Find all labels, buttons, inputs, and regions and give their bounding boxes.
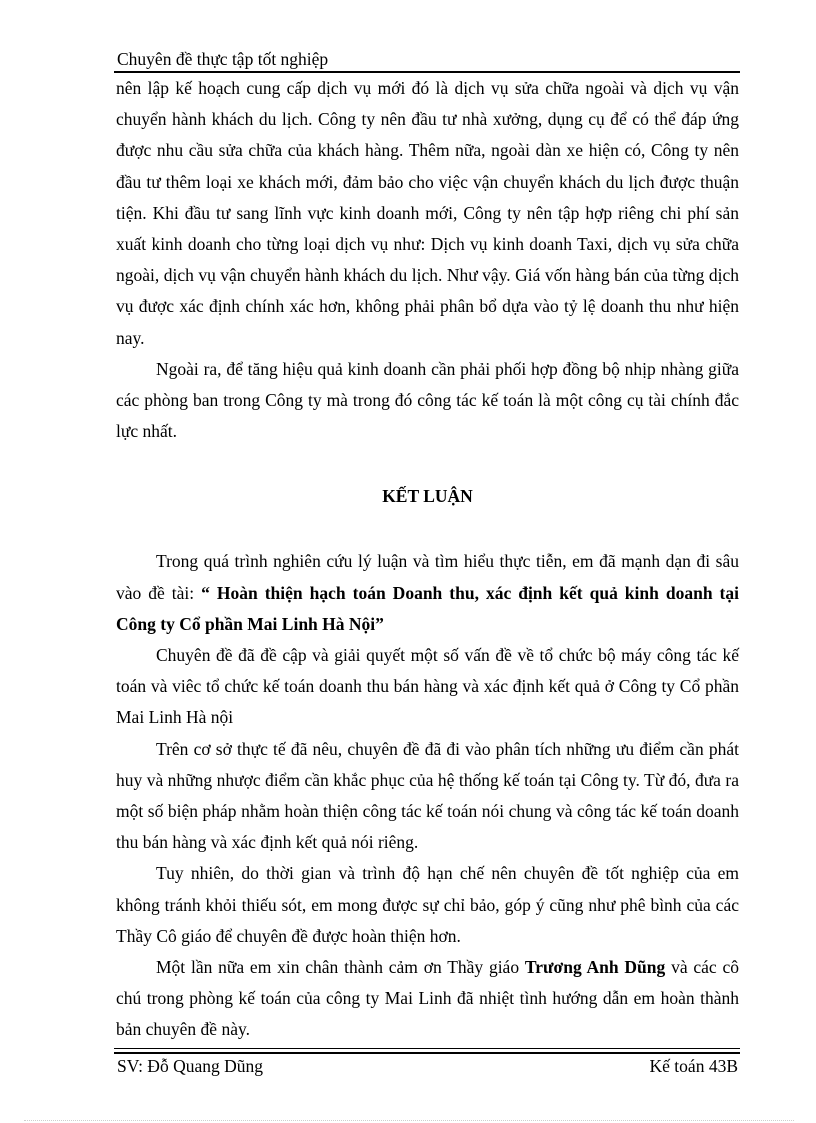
conclusion-paragraph-2: Chuyên đề đã đề cập và giải quyết một số vấn đề về tổ chức bộ máy công tác kế toán và viêc tổ chức kế toán doanh thu bán hàng và xác định kết quả ở Công ty Cổ phần Mai Linh Hà nội — [116, 645, 739, 728]
body-paragraph-2: Ngoài ra, để tăng hiệu quả kinh doanh cần phải phối hợp đồng bộ nhịp nhàng giữa các phòng ban trong Công ty mà trong đó công tác kế toán là một công cụ tài chính đắc lực nhất. — [116, 358, 739, 442]
spacer — [116, 512, 739, 546]
footer-class-name: Kế toán 43B — [649, 1056, 738, 1076]
conclusion-paragraph-4: Tuy nhiên, do thời gian và trình độ hạn chế nên chuyên đề tốt nghiệp của em không tránh khỏi thiếu sót, em mong được sự chỉ bảo, góp ý cũng như phê bình của các Thầy Cô giáo để chuyên đề được hoàn thiện hơn. — [116, 863, 739, 946]
body-paragraph-1: nên lập kế hoạch cung cấp dịch vụ mới đó là dịch vụ sửa chữa ngoài và dịch vụ vận chuyển hành khách du lịch. Công ty nên đầu tư nhà xưởng, dụng cụ để có thể đáp ứng được nhu cầu sửa chữa của khách hàng. Thêm nữa, ngoài dàn xe hiện có, Công ty nên đầu tư thêm loại xe khách mới, đảm bảo cho việc vận chuyển khách du lịch được thuận tiện. Khi đầu tư sang lĩnh vực kinh doanh mới, Công ty nên tập hợp riêng chi phí sản xuất kinh doanh cho từng loại dịch vụ như: Dịch vụ kinh doanh Taxi, dịch vụ sửa chữa ngoài, dịch vụ vận chuyển hành khách du lịch. Như vậy. Giá vốn hàng bán của từng dịch vụ được xác định chính xác hơn, không phải phân bổ dựa vào tỷ lệ doanh thu như hiện nay. — [116, 78, 739, 348]
page-header-title: Chuyên đề thực tập tốt nghiệp — [117, 49, 329, 69]
teacher-name: Trương Anh Dũng — [524, 957, 666, 978]
conclusion-heading: KẾT LUẬN — [382, 486, 473, 507]
conclusion-paragraph-1 — [116, 546, 739, 640]
conclusion-paragraph-5-end: và các cô chú trong phòng kế toán của công ty Mai Linh đã nhiệt tình hướng dẫn em hoàn thành bản chuyên đề này. — [116, 957, 739, 1040]
page-content — [116, 73, 739, 1046]
footer-rule-thick — [114, 1052, 740, 1054]
conclusion-paragraph-5-start: Một lần nữa em xin chân thành cảm ơn Thầy giáo — [156, 957, 525, 978]
footer-rule-thin — [114, 1048, 740, 1049]
conclusion-paragraph-3: Trên cơ sở thực tế đã nêu, chuyên đề đã đi vào phân tích những ưu điểm cần phát huy và những nhược điểm cần khắc phục của hệ thống kế toán tại Công ty. Từ đó, đưa ra một số biện pháp nhằm hoàn thiện công tác kế toán nói chung và công tác kế toán doanh thu bán hàng và xác định kết quả nói riêng. — [116, 738, 739, 853]
conclusion-paragraph-5 — [116, 952, 739, 1046]
footer-student-name: SV: Đỗ Quang Dũng — [117, 1056, 263, 1076]
conclusion-paragraph-1-intro: Trong quá trình nghiên cứu lý luận và tìm hiểu thực tiễn, em đã mạnh dạn đi sâu vào đề tài: — [116, 551, 739, 603]
spacer — [116, 447, 739, 481]
thesis-topic-title: “ Hoàn thiện hạch toán Doanh thu, xác định kết quả kinh doanh tại Công ty Cổ phần Mai Linh Hà Nội” — [116, 582, 740, 634]
page-bottom-dotted-edge — [24, 1120, 794, 1121]
